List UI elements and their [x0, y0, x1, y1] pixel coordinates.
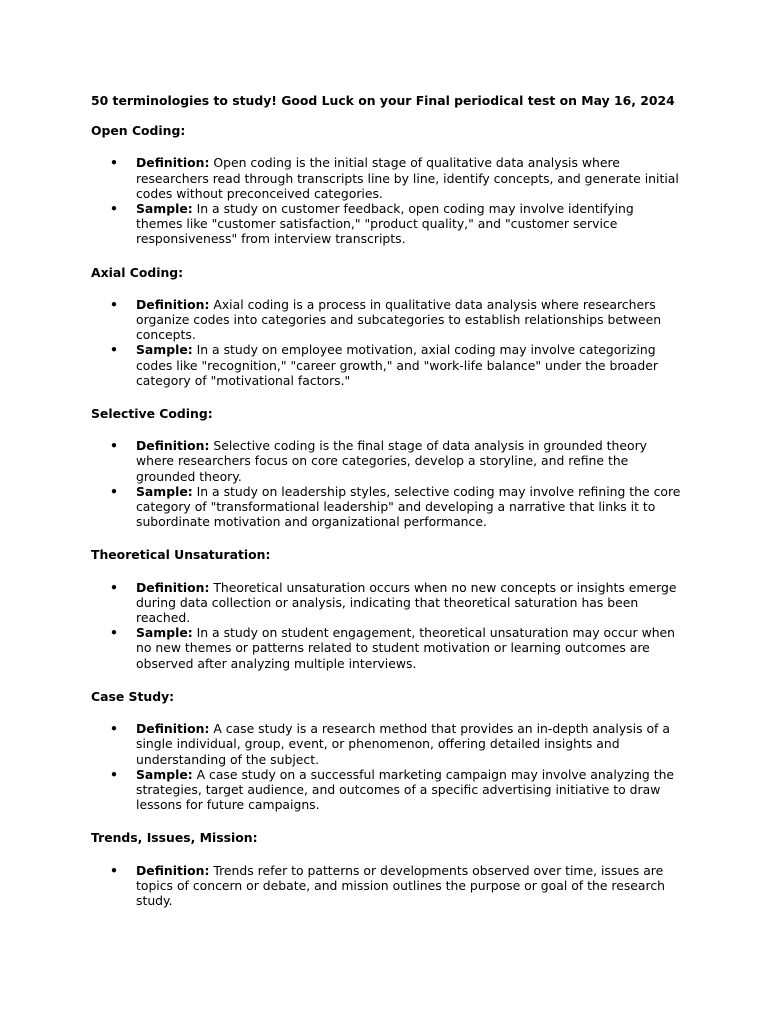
list-item	[91, 484, 683, 530]
item-label: Definition:	[136, 438, 210, 454]
list-item	[91, 767, 683, 813]
section-heading: Open Coding:	[91, 123, 186, 139]
term-section-6	[91, 830, 683, 908]
bullet-icon: •	[110, 438, 118, 454]
item-label: Definition:	[136, 155, 210, 171]
term-list	[91, 580, 683, 671]
item-label: Sample:	[136, 483, 193, 499]
list-item	[91, 201, 683, 247]
term-list	[91, 297, 683, 388]
term-section-2	[91, 265, 683, 388]
item-label: Sample:	[136, 201, 193, 217]
term-list	[91, 155, 683, 246]
term-section-4	[91, 547, 683, 670]
section-heading: Axial Coding:	[91, 264, 184, 280]
term-list	[91, 863, 683, 909]
list-item	[91, 438, 683, 484]
section-heading: Case Study:	[91, 688, 175, 704]
item-text: Selective coding is the final stage of data analysis in grounded theory where researchers focus on core categories, develop a storyline, and refine the grounded theory.	[136, 438, 648, 484]
item-text: Open coding is the initial stage of qualitative data analysis where researchers read through transcripts line by line, identify concepts, and generate initial codes without preconceived categories.	[136, 155, 679, 201]
bullet-icon: •	[110, 625, 118, 641]
term-section-5	[91, 689, 683, 812]
list-item	[91, 625, 683, 671]
term-section-1	[91, 123, 683, 246]
item-label: Sample:	[136, 766, 193, 782]
item-text: In a study on employee motivation, axial coding may involve categorizing codes like "recognition," "career growth," and "work-life balance" under the broader category of "motivational factors."	[136, 342, 658, 388]
list-item	[91, 342, 683, 388]
bullet-icon: •	[110, 296, 118, 312]
item-label: Definition:	[136, 862, 210, 878]
item-text: In a study on leadership styles, selective coding may involve refining the core category of "transformational leadership" and developing a narrative that links it to subordinate motivation and organizational performance.	[136, 483, 681, 530]
bullet-icon: •	[110, 721, 118, 737]
list-item	[91, 721, 683, 767]
bullet-icon: •	[110, 766, 118, 782]
section-heading: Trends, Issues, Mission:	[91, 830, 258, 846]
term-section-3	[91, 406, 683, 529]
list-item	[91, 297, 683, 343]
bullet-icon: •	[110, 155, 118, 171]
item-text: In a study on student engagement, theoretical unsaturation may occur when no new themes or patterns related to student motivation or learning outcomes are observed after analyzing multiple interviews.	[136, 625, 676, 671]
section-heading: Theoretical Unsaturation:	[91, 547, 271, 563]
bullet-icon: •	[110, 862, 118, 878]
list-item	[91, 155, 683, 201]
bullet-icon: •	[110, 483, 118, 499]
section-heading: Selective Coding:	[91, 406, 213, 422]
item-label: Definition:	[136, 721, 210, 737]
list-item	[91, 580, 683, 626]
bullet-icon: •	[110, 342, 118, 358]
item-text: In a study on customer feedback, open coding may involve identifying themes like "customer satisfaction," "product quality," and "customer service responsiveness" from interview transcripts.	[136, 201, 634, 247]
list-item	[91, 863, 683, 909]
item-text: A case study is a research method that provides an in-depth analysis of a single individual, group, event, or phenomenon, offering detailed insights and understanding of the subject.	[136, 721, 670, 767]
item-label: Definition:	[136, 296, 210, 312]
bullet-icon: •	[110, 579, 118, 595]
bullet-icon: •	[110, 201, 118, 217]
document-page	[91, 93, 683, 926]
item-text: Trends refer to patterns or developments observed over time, issues are topics of concern or debate, and mission outlines the purpose or goal of the research study.	[136, 862, 665, 908]
sections-container	[91, 123, 683, 908]
term-list	[91, 721, 683, 812]
document-title: 50 terminologies to study! Good Luck on your Final periodical test on May 16, 2024	[91, 93, 675, 108]
item-label: Sample:	[136, 625, 193, 641]
item-text: A case study on a successful marketing campaign may involve analyzing the strategies, target audience, and outcomes of a specific advertising initiative to draw lessons for future campaigns.	[136, 766, 675, 813]
item-label: Definition:	[136, 579, 210, 595]
term-list	[91, 438, 683, 529]
item-text: Theoretical unsaturation occurs when no new concepts or insights emerge during data collection or analysis, indicating that theoretical saturation has been reached.	[136, 579, 677, 626]
item-label: Sample:	[136, 342, 193, 358]
item-text: Axial coding is a process in qualitative data analysis where researchers organize codes into categories and subcategories to establish relationships between concepts.	[136, 296, 662, 343]
